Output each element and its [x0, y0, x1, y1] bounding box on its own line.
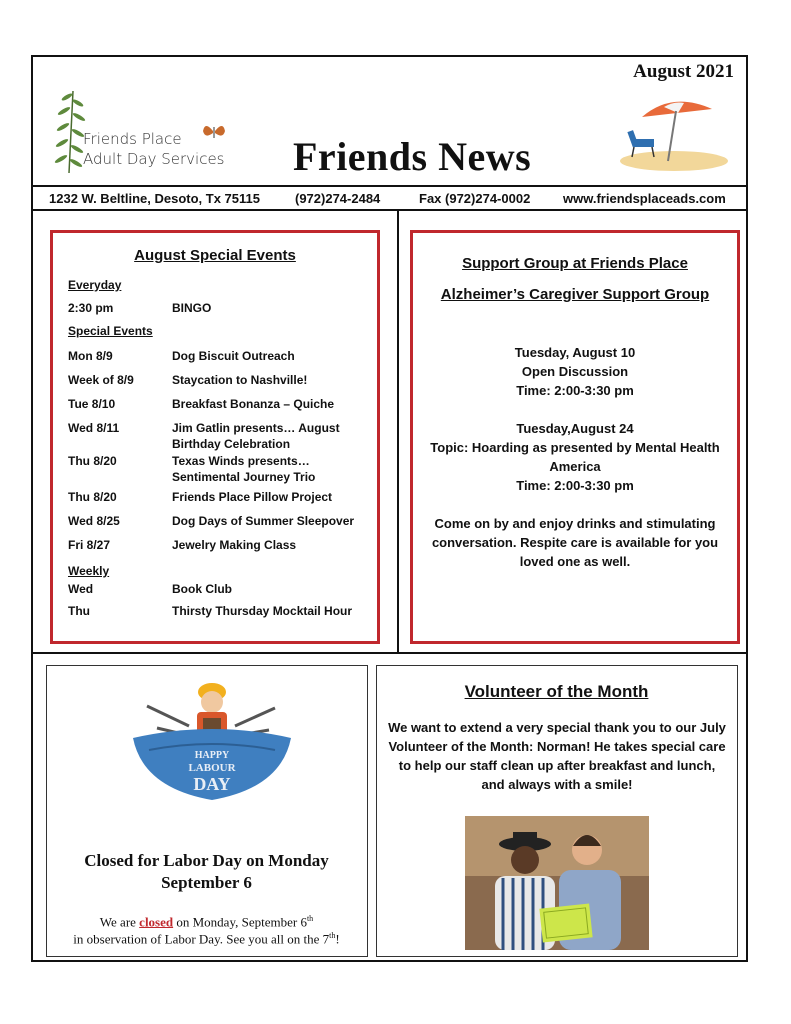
meeting-1-time: Time: 2:00-3:30 pm	[516, 383, 634, 398]
special-events-box	[50, 230, 380, 644]
address: 1232 W. Beltline, Desoto, Tx 75115	[49, 190, 260, 206]
closed-word: closed	[139, 914, 174, 930]
logo-text	[83, 129, 224, 169]
event-name: Dog Biscuit Outreach	[172, 349, 295, 363]
labor-text-2	[47, 927, 366, 947]
support-subtitle: Alzheimer’s Caregiver Support Group	[440, 286, 710, 303]
event-date: Thu 8/20	[68, 490, 117, 504]
weekly-label: Weekly	[68, 564, 110, 578]
volunteer-title: Volunteer of the Month	[464, 682, 649, 701]
event-date: Mon 8/9	[68, 349, 113, 363]
support-closing: Come on by and enjoy drinks and stimulating conversation. Respite care is available for you loved one as well.	[431, 516, 719, 569]
logo-line-1: Friends Place	[83, 130, 182, 148]
event-date: Thu 8/20	[68, 454, 117, 468]
labor-day-box	[46, 665, 368, 957]
labor-day-graphic	[127, 678, 297, 804]
event-name: Dog Days of Summer Sleepover	[172, 514, 355, 528]
event-name: Breakfast Bonanza – Quiche	[172, 397, 335, 411]
event-date: Wed	[68, 582, 94, 596]
special-events-label: Special Events	[68, 324, 153, 338]
volunteer-photo	[465, 816, 649, 950]
event-name: Jim Gatlin presents… August Birthday Celebration	[172, 421, 340, 451]
graphic-word-2: LABOUR	[188, 762, 236, 774]
text-part: !	[335, 931, 340, 947]
phone: (972)274-2484	[295, 190, 381, 206]
meeting-2-time: Time: 2:00-3:30 pm	[516, 478, 634, 493]
event-name: Thirsty Thursday Mocktail Hour	[172, 604, 353, 618]
event-date: Thu	[68, 604, 90, 618]
volunteer-text: We want to extend a very special thank you to our July Volunteer of the Month: Norman! He takes special care to help our staff clean up after breakfast and lunch, and always with a smile!	[388, 720, 726, 792]
support-group-box	[410, 230, 740, 644]
everyday-label: Everyday	[68, 278, 122, 292]
issue-date: August 2021	[633, 61, 734, 82]
event-date: Wed 8/11	[68, 421, 120, 435]
newsletter-title: Friends News	[293, 134, 532, 179]
event-date: Week of 8/9	[68, 373, 134, 387]
text-part: We are	[99, 914, 140, 930]
event-name: Jewelry Making Class	[172, 538, 297, 552]
support-title: Support Group at Friends Place	[462, 255, 688, 272]
beach-umbrella-icon	[612, 95, 730, 173]
event-date: Wed 8/25	[68, 514, 120, 528]
event-name: Staycation to Nashville!	[172, 373, 308, 387]
logo-line-2: Adult Day Services	[83, 150, 225, 168]
event-name: Book Club	[172, 582, 232, 596]
event-date: Tue 8/10	[68, 397, 116, 411]
labor-heading-2: September 6	[161, 873, 252, 892]
newsletter-page	[31, 55, 748, 962]
contact-bar	[33, 185, 746, 211]
event-date: Fri 8/27	[68, 538, 111, 552]
event-name: Texas Winds presents… Sentimental Journey Trio	[172, 454, 316, 484]
labor-heading-1: Closed for Labor Day on Monday	[84, 851, 329, 870]
volunteer-box	[376, 665, 738, 957]
meeting-2-date: Tuesday,August 24	[516, 421, 634, 436]
event-name: Friends Place Pillow Project	[172, 490, 333, 504]
fax: Fax (972)274-0002	[419, 190, 531, 206]
text-part: in observation of Labor Day. See you all on the 7	[73, 931, 330, 947]
section-divider	[33, 652, 746, 654]
graphic-word-3: DAY	[193, 774, 231, 794]
meeting-2-topic: Topic: Hoarding as presented by Mental Health America	[430, 440, 720, 474]
column-divider	[397, 211, 399, 653]
events-title: August Special Events	[134, 247, 296, 264]
superscript: th	[306, 914, 314, 923]
event-name: BINGO	[172, 301, 212, 315]
superscript: th	[329, 931, 336, 940]
website: www.friendsplaceads.com	[563, 190, 726, 206]
text-part: on Monday, September 6	[173, 914, 307, 930]
graphic-word-1: HAPPY	[194, 750, 230, 761]
certificate-icon	[539, 903, 592, 942]
meeting-1-topic: Open Discussion	[521, 364, 629, 379]
event-date: 2:30 pm	[68, 301, 114, 315]
meeting-1-date: Tuesday, August 10	[514, 345, 636, 360]
